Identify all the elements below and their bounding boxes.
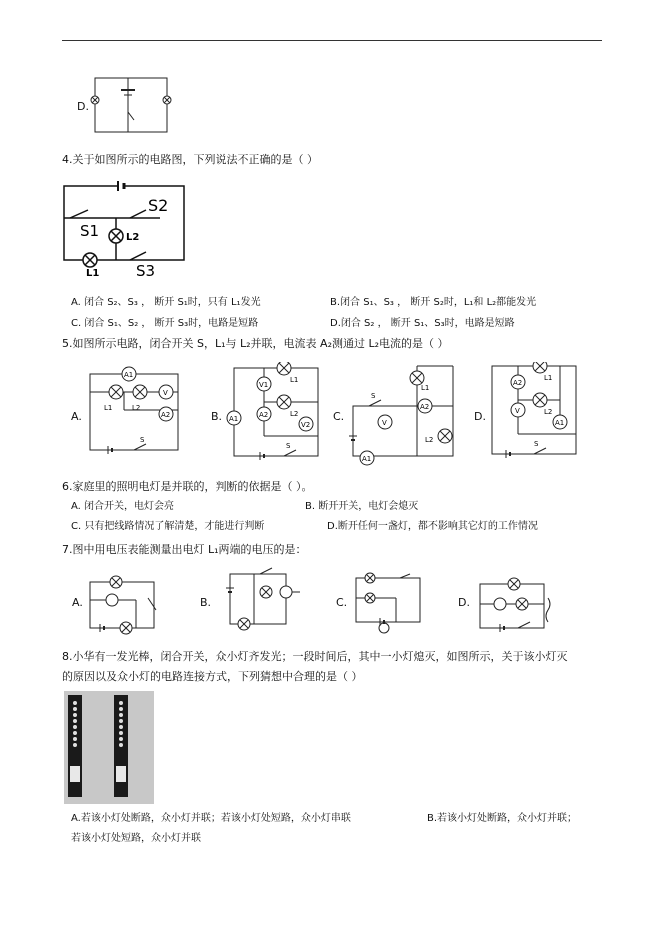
q5d-v: V [515, 407, 520, 415]
q5d-l2: L2 [544, 408, 553, 416]
q5b-a1: A1 [229, 415, 239, 423]
q5b-a2: A2 [259, 411, 269, 419]
q4-label-l1: L1 [86, 268, 100, 278]
q5b-v2: V2 [301, 421, 311, 429]
q7-option-b-letter: B. [200, 596, 212, 609]
header-rule [62, 40, 602, 41]
q5-option-b-letter: B. [211, 410, 223, 423]
q4-stem: 4.关于如图所示的电路图，下列说法不正确的是（ ） [62, 153, 318, 166]
q5b-l2: L2 [290, 410, 299, 418]
q3-option-d-label: D. [77, 100, 89, 113]
q5-option-d-letter: D. [474, 410, 486, 423]
q3-option-d-circuit [88, 74, 172, 136]
q5c-s: S [371, 392, 376, 400]
q5d-a2: A2 [513, 379, 523, 387]
q5-option-c-circuit [345, 362, 460, 467]
q5b-l1: L1 [290, 376, 299, 384]
q7-stem: 7.图中用电压表能测量出电灯 L₁两端的电压的是： [62, 543, 307, 556]
q4-option-b: B.闭合 S₁、S₃ ， 断开 S₂时，L₁和 L₂都能发光 [330, 297, 537, 308]
q5a-a2: A2 [161, 411, 171, 419]
q7-option-b-circuit [214, 566, 304, 638]
q5d-s: S [534, 440, 539, 448]
q7-option-c-letter: C. [336, 596, 348, 609]
q6-option-a: A. 闭合开关，电灯会亮 [71, 501, 175, 512]
q5a-s: S [140, 436, 145, 444]
q5d-l1: L1 [544, 374, 553, 382]
glow-stick-photo [64, 691, 154, 804]
q4-option-c: C. 闭合 S₁、S₂ ， 断开 S₃时，电路是短路 [71, 318, 259, 329]
q5-option-b-circuit [224, 362, 324, 462]
q8-option-a: A.若该小灯处断路，众小灯并联；若该小灯处短路，众小灯串联 [71, 813, 351, 824]
q5c-l2: L2 [425, 436, 434, 444]
q4-label-l2: L2 [126, 232, 140, 243]
q7-option-a-circuit [86, 570, 166, 636]
q7-option-c-circuit [350, 570, 430, 636]
q5-stem: 5.如图所示电路，闭合开关 S，L₁与 L₂并联，电流表 A₂测通过 L₂电流的是（ ） [62, 337, 449, 350]
q5c-l1: L1 [421, 384, 430, 392]
q5-option-d-circuit [486, 362, 586, 462]
q6-option-c: C. 只有把线路情况了解清楚，才能进行判断 [71, 521, 265, 532]
q4-option-a: A. 闭合 S₂、S₃ ， 断开 S₁时，只有 L₁发光 [71, 297, 261, 308]
q4-circuit-diagram [60, 178, 200, 278]
q4-label-s3: S3 [136, 262, 156, 278]
q6-stem: 6.家庭里的照明电灯是并联的，判断的依据是（ ）。 [62, 480, 313, 493]
q5a-a1: A1 [124, 371, 134, 379]
q5b-s: S [286, 442, 291, 450]
q4-option-d: D.闭合 S₂ ， 断开 S₁、S₃时，电路是短路 [330, 318, 515, 329]
q4-label-s1: S1 [80, 222, 100, 240]
q5c-v: V [382, 419, 387, 427]
q5b-v1: V1 [259, 381, 269, 389]
q8-stem-line1: 8.小华有一发光棒，闭合开关，众小灯齐发光；一段时间后，其中一小灯熄灭，如图所示，关于该小灯灭 [62, 650, 568, 663]
q6-option-d: D.断开任何一盏灯，都不影响其它灯的工作情况 [327, 521, 538, 532]
q8-option-b-line2: 若该小灯处短路，众小灯并联 [71, 833, 201, 844]
q5a-l2: L2 [132, 404, 141, 412]
q5d-a1: A1 [555, 419, 565, 427]
q8-stem-line2: 的原因以及众小灯的电路连接方式，下列猜想中合理的是（ ） [62, 670, 363, 683]
q5-option-a-circuit [84, 362, 184, 462]
q5-option-a-letter: A. [71, 410, 82, 423]
q5c-a1: A1 [362, 455, 372, 463]
q5a-v: V [163, 389, 168, 397]
q6-option-b: B. 断开开关，电灯会熄灭 [305, 501, 419, 512]
q4-label-s2: S2 [148, 196, 169, 215]
q8-option-b-line1: B.若该小灯处断路，众小灯并联； [427, 813, 578, 824]
q5c-a2: A2 [420, 403, 430, 411]
q7-option-d-letter: D. [458, 596, 470, 609]
q5a-l1: L1 [104, 404, 113, 412]
q5-option-c-letter: C. [333, 410, 345, 423]
q7-option-d-circuit [474, 570, 558, 636]
q7-option-a-letter: A. [72, 596, 83, 609]
